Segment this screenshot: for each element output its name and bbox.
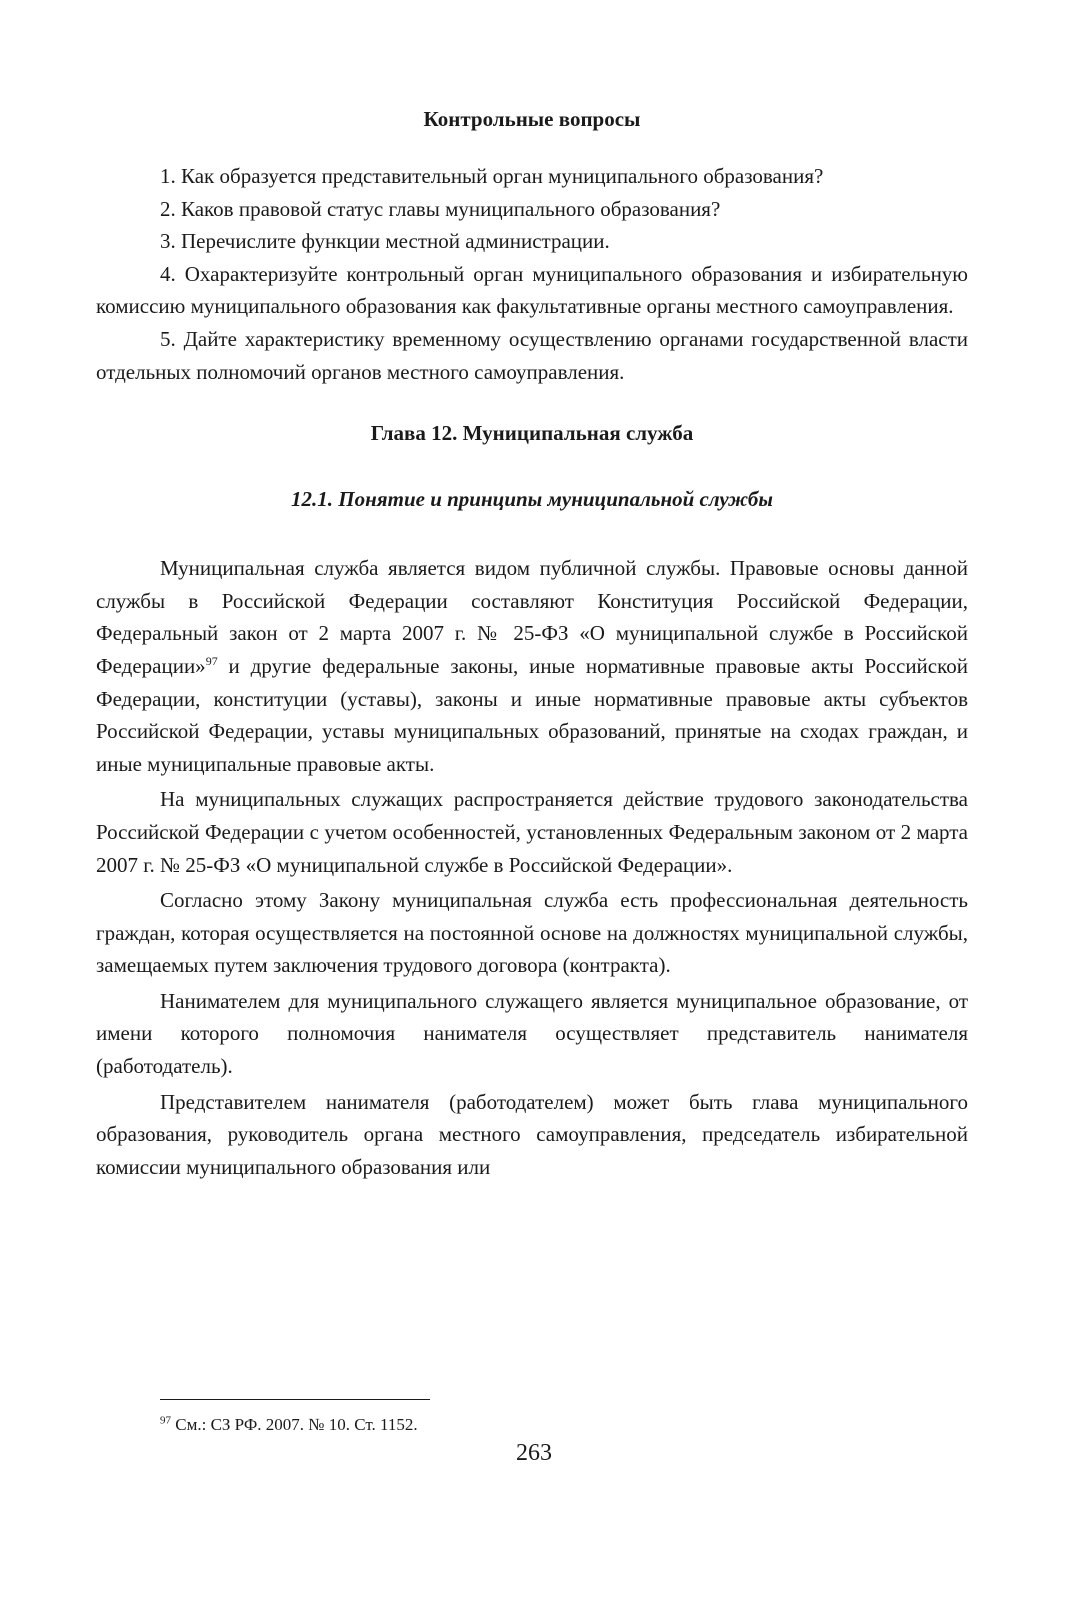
paragraph-4: Нанимателем для муниципального служащего является муниципальное образование, от имени которого полномочия нанимателя осуществляет представитель нанимателя (работодатель). xyxy=(96,988,968,1079)
chapter-title: Глава 12. Муниципальная служба xyxy=(370,421,694,446)
section-title: 12.1. Понятие и принципы муниципальной службы xyxy=(291,487,773,512)
question-item-5: 5. Дайте характеристику временному осуществлению органами государственной власти отдельных полномочий органов местного самоуправления. xyxy=(96,326,968,384)
questions-heading: Контрольные вопросы xyxy=(423,107,641,131)
page-number: 263 xyxy=(516,1440,552,1466)
paragraph-1-part-1: Муниципальная служба является видом публичной службы. Правовые основы данной службы в Российской Федерации составляют Конституция Российской Федерации, Федеральный закон от 2 марта 2007 г. № 25-ФЗ «О муниципальной службе в Российской Федерации» xyxy=(96,556,968,678)
paragraph-5: Представителем нанимателя (работодателем) может быть глава муниципального образования, руководитель органа местного самоуправления, председатель избирательной комиссии муниципального образования или xyxy=(96,1089,968,1179)
footnote-text: См.: СЗ РФ. 2007. № 10. Ст. 1152. xyxy=(171,1415,418,1434)
footnote xyxy=(160,1414,418,1436)
paragraph-1-part-2: и другие федеральные законы, иные нормативные правовые акты Российской Федерации, конституции (уставы), законы и иные нормативные правовые акты субъектов Российской Федерации, уставы муниципальных образований, принятые на сходах граждан, и иные муниципальные правовые акты. xyxy=(96,653,968,776)
footnote-divider xyxy=(160,1399,430,1400)
questions-list xyxy=(96,160,968,388)
question-item-4: 4. Охарактеризуйте контрольный орган муниципального образования и избирательную комиссию муниципального образования как факультативные органы местного самоуправления. xyxy=(96,261,968,319)
footnote-reference[interactable]: 97 xyxy=(205,653,218,668)
section-body xyxy=(96,552,968,1183)
page-content xyxy=(96,104,968,1183)
question-item-3: 3. Перечислите функции местной администрации. xyxy=(160,229,610,254)
question-item-2: 2. Каков правовой статус главы муниципального образования? xyxy=(160,196,721,221)
footnote-number: 97 xyxy=(160,1414,171,1427)
question-item-1: 1. Как образуется представительный орган муниципального образования? xyxy=(160,164,824,188)
paragraph-1 xyxy=(96,552,968,780)
paragraph-2: На муниципальных служащих распространяется действие трудового законодательства Российской Федерации с учетом особенностей, установленных Федеральным законом от 2 марта 2007 г. № 25-ФЗ «О муниципальной службе в Российской Федерации». xyxy=(96,787,968,877)
paragraph-3: Согласно этому Закону муниципальная служба есть профессиональная деятельность граждан, которая осуществляется на постоянной основе на должностях муниципальной службы, замещаемых путем заключения трудового договора (контракта). xyxy=(96,888,968,978)
